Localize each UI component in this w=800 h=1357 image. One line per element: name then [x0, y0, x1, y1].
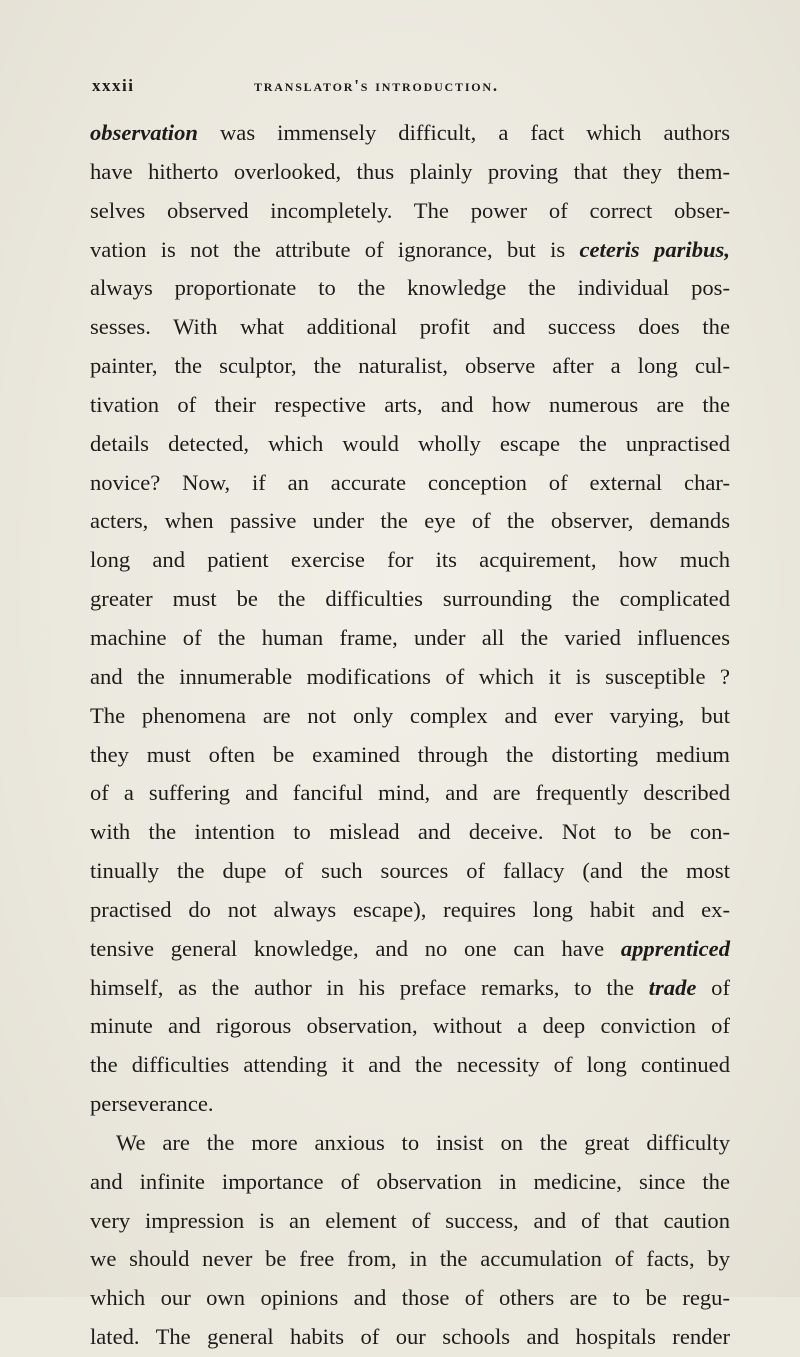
- text-line: which our own opinions and those of others are to be regu-: [90, 1285, 730, 1311]
- page-header: [92, 76, 692, 100]
- body-text: [90, 114, 730, 1357]
- text-line: sesses. With what additional profit and success does the: [90, 314, 730, 340]
- text-line: have hitherto overlooked, thus plainly proving that they them-: [90, 158, 730, 184]
- text-line: always proportionate to the knowledge the individual pos-: [90, 275, 730, 301]
- text-line: and infinite importance of observation in medicine, since the: [90, 1168, 730, 1194]
- text-line: minute and rigorous observation, without a deep conviction of: [90, 1013, 730, 1039]
- text-line: painter, the sculptor, the naturalist, observe after a long cul-: [90, 353, 730, 379]
- paragraph-end-line: perseverance.: [90, 1091, 214, 1117]
- text-line: vation is not the attribute of ignorance, but is ceteris paribus,: [90, 236, 730, 262]
- text-line: and the innumerable modifications of which it is susceptible ?: [90, 663, 730, 689]
- text-line: practised do not always escape), requires long habit and ex-: [90, 896, 730, 922]
- text-line: selves observed incompletely. The power of correct obser-: [90, 197, 730, 223]
- text-line: they must often be examined through the distorting medium: [90, 741, 730, 767]
- text-line: The phenomena are not only complex and ever varying, but: [90, 702, 730, 728]
- page-number: xxxii: [92, 76, 135, 95]
- text-line: observation was immensely difficult, a fact which authors: [90, 120, 730, 145]
- text-line: himself, as the author in his preface remarks, to the trade of: [90, 974, 730, 1000]
- text-line: details detected, which would wholly escape the unpractised: [90, 430, 730, 456]
- text-line: long and patient exercise for its acquirement, how much: [90, 547, 730, 573]
- text-line: machine of the human frame, under all the varied influences: [90, 624, 730, 650]
- paragraph-start-line: We are the more anxious to insist on the great difficulty: [116, 1129, 730, 1155]
- text-line: of a suffering and fanciful mind, and are frequently described: [90, 780, 730, 806]
- text-line: the difficulties attending it and the necessity of long continued: [90, 1052, 730, 1078]
- text-line: tensive general knowledge, and no one can have apprenticed: [90, 935, 730, 961]
- text-line: very impression is an element of success, and of that caution: [90, 1207, 730, 1233]
- text-line: greater must be the difficulties surrounding the complicated: [90, 586, 730, 612]
- running-head: translator's introduction.: [254, 76, 499, 95]
- text-line: acters, when passive under the eye of the observer, demands: [90, 508, 730, 534]
- text-line: lated. The general habits of our schools and hospitals render: [90, 1324, 730, 1350]
- text-line: tinually the dupe of such sources of fallacy (and the most: [90, 858, 730, 884]
- text-line: we should never be free from, in the accumulation of facts, by: [90, 1246, 730, 1272]
- text-line: tivation of their respective arts, and how numerous are the: [90, 391, 730, 417]
- text-line: with the intention to mislead and deceive. Not to be con-: [90, 819, 730, 845]
- text-line: novice? Now, if an accurate conception of external char-: [90, 469, 730, 495]
